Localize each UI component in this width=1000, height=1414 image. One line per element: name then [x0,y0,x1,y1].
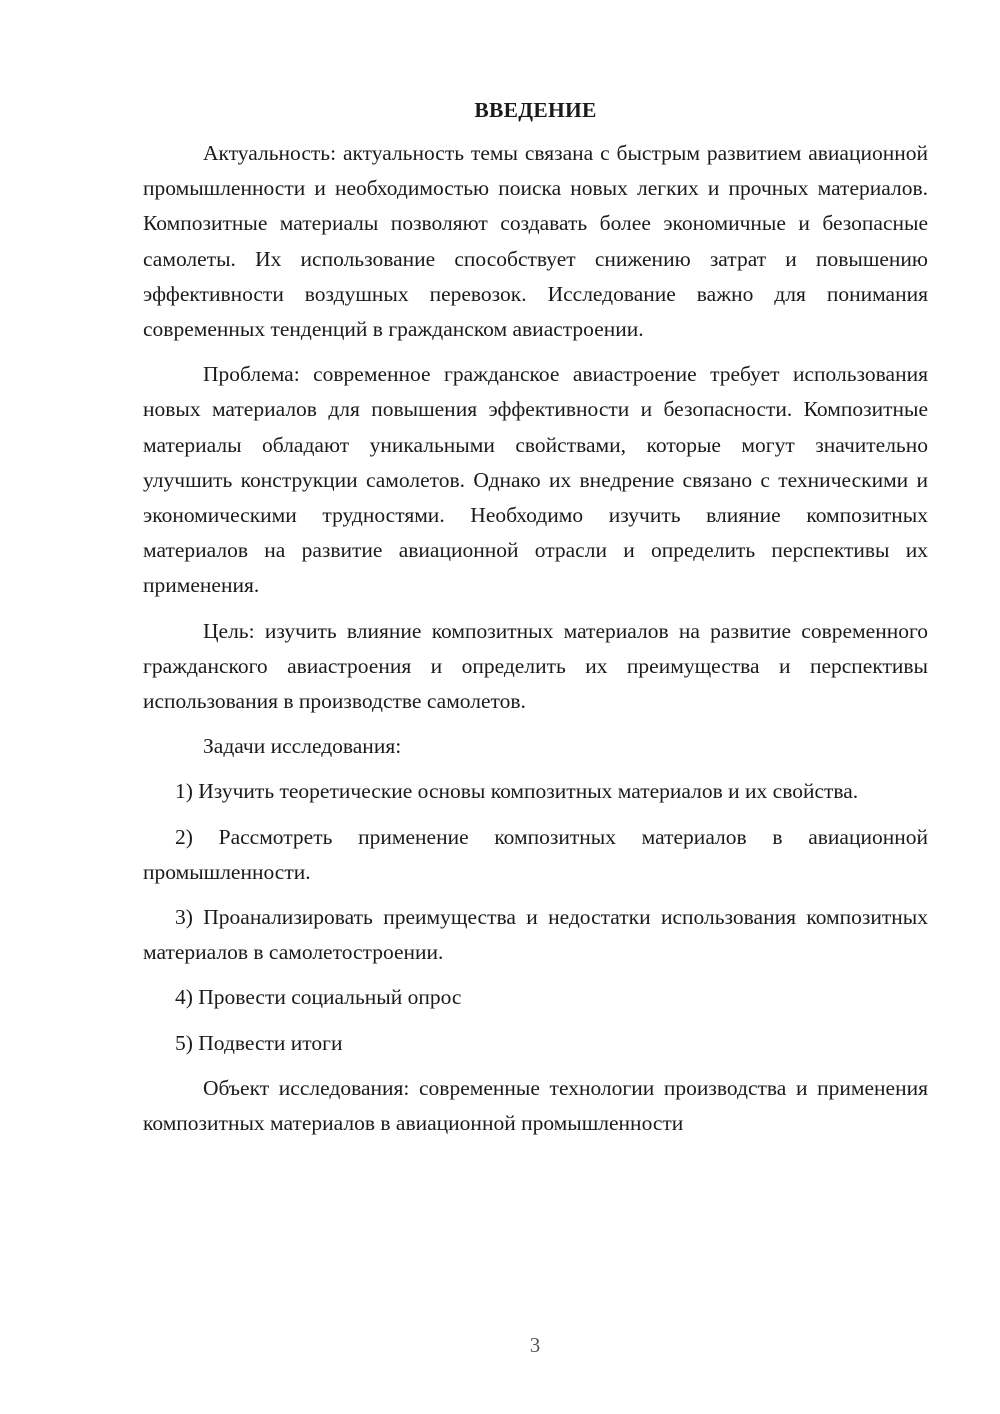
tasks-heading: Задачи исследования: [203,734,402,759]
task-item-5: 5) Подвести итоги [175,1030,343,1055]
task-item-2: 2) Рассмотреть применение композитных материалов в авиационной промышленности. [143,824,928,884]
task-item-3: 3) Проанализировать преимущества и недостатки использования композитных материалов в самолетостроении. [143,905,928,965]
paragraph-goal: Цель: изучить влияние композитных материалов на развитие современного гражданского авиастроения и определить их преимущества и перспективы использования в производстве самолетов. [143,618,928,714]
section-title: ВВЕДЕНИЕ [474,98,597,122]
task-item-1: 1) Изучить теоретические основы композитных материалов и их свойства. [175,779,859,804]
paragraph-object: Объект исследования: современные технологии производства и применения композитных материалов в авиационной промышленности [143,1075,928,1136]
task-item-4: 4) Провести социальный опрос [175,985,462,1010]
document-body [143,92,928,1151]
page-number: 3 [529,1333,541,1357]
paragraph-relevance: Актуальность: актуальность темы связана с быстрым развитием авиационной промышленности и необходимостью поиска новых легких и прочных материалов. Композитные материалы позволяют создавать более экономичные и безопасные самолеты. Их использование способствует снижению затрат и повышению эффективности воздушных перевозок. Исследование важно для понимания современных тенденций в гражданском авиастроении. [143,141,928,342]
paragraph-problem: Проблема: современное гражданское авиастроение требует использования новых материалов для повышения эффективности и безопасности. Композитные материалы обладают уникальными свойствами, которые могут значительно улучшить конструкции самолетов. Однако их внедрение связано с техническими и экономическими трудностями. Необходимо изучить влияние композитных материалов на развитие авиационной отрасли и определить перспективы их применения. [143,362,928,598]
